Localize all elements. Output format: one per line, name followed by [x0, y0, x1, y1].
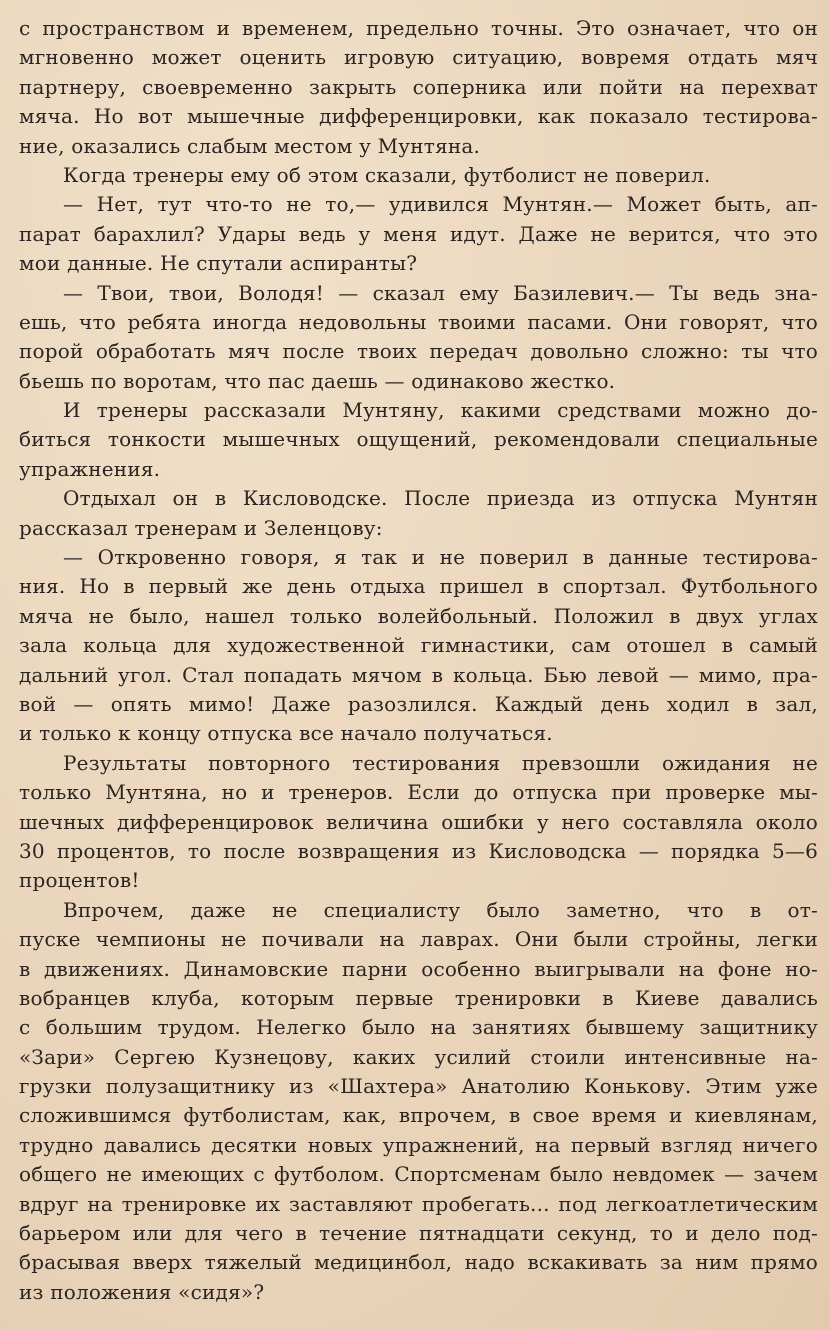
text-line: Впрочем, даже не специалисту было заметно, что в от- — [63, 897, 818, 922]
text-line: сложившимся футболистам, как, впрочем, в свое время и киевлянам, — [19, 1103, 818, 1128]
text-line: партнеру, своевременно закрыть соперника или пойти на перехват — [19, 74, 818, 99]
text-line: мяча. Но вот мышечные дифференцировки, как показало тестирова- — [19, 104, 818, 129]
text-line: Когда тренеры ему об этом сказали, футболист не поверил. — [63, 162, 711, 187]
paragraph — [19, 14, 818, 161]
text-line: дальний угол. Стал попадать мячом в кольца. Бью левой — мимо, пра- — [19, 662, 818, 687]
dialogue-paragraph — [19, 279, 818, 397]
text-line: Результаты повторного тестирования превзошли ожидания не — [63, 750, 818, 775]
text-line: — Нет, тут что-то не то,— удивился Мунтян.— Может быть, ап- — [63, 192, 818, 217]
text-line: биться тонкости мышечных ощущений, рекомендовали специальные — [19, 427, 818, 452]
text-line: шечных дифференцировок величина ошибки у него составляла около — [19, 809, 818, 834]
paragraph — [19, 749, 818, 896]
paragraph — [19, 396, 818, 484]
text-line: порой обработать мяч после твоих передач довольно сложно: ты что — [19, 339, 818, 364]
text-line: из положения «сидя»? — [19, 1279, 265, 1304]
text-line: мои данные. Не спутали аспиранты? — [19, 251, 418, 276]
text-line: с большим трудом. Нелегко было на занятиях бывшему защитнику — [19, 1015, 818, 1040]
text-line: бьешь по воротам, что пас даешь — одинаково жестко. — [19, 368, 616, 393]
text-line: 30 процентов, то после возвращения из Кисловодска — порядка 5—6 — [19, 838, 818, 863]
text-line: ние, оказались слабым местом у Мунтяна. — [19, 133, 481, 158]
text-line: общего не имеющих с футболом. Спортсменам было невдомек — зачем — [19, 1162, 818, 1187]
text-line: вобранцев клуба, которым первые тренировки в Киеве давались — [19, 985, 818, 1010]
text-line: ешь, что ребята иногда недовольны твоими пасами. Они говорят, что — [19, 309, 818, 334]
text-line: рассказал тренерам и Зеленцову: — [19, 515, 383, 540]
text-line: И тренеры рассказали Мунтяну, какими средствами можно до- — [63, 398, 818, 423]
paragraph — [19, 484, 818, 543]
dialogue-paragraph — [19, 543, 818, 749]
text-line: — Твои, твои, Володя! — сказал ему Базилевич.— Ты ведь зна- — [63, 280, 818, 305]
text-line: в движениях. Динамовские парни особенно выигрывали на фоне но- — [19, 956, 818, 981]
text-line: с пространством и временем, предельно точны. Это означает, что он — [19, 16, 818, 40]
text-line: ния. Но в первый же день отдыха пришел в спортзал. Футбольного — [19, 574, 818, 599]
text-line: зала кольца для художественной гимнастики, сам отошел в самый — [19, 633, 818, 658]
text-line: — Откровенно говоря, я так и не поверил в данные тестирова- — [63, 545, 818, 570]
text-line: брасывая вверх тяжелый медицинбол, надо вскакивать за ним прямо — [19, 1250, 818, 1275]
text-line: «Зари» Сергею Кузнецову, каких усилий стоили интенсивные на- — [19, 1044, 818, 1069]
dialogue-paragraph — [19, 190, 818, 278]
text-line: вдруг на тренировке их заставляют пробегать... под легкоатлетическим — [19, 1191, 818, 1216]
text-line: Отдыхал он в Кисловодске. После приезда из отпуска Мунтян — [63, 486, 818, 511]
text-line: мяча не было, нашел только волейбольный. Положил в двух углах — [19, 603, 818, 628]
text-line: парат барахлил? Удары ведь у меня идут. Даже не верится, что это — [19, 221, 818, 246]
paragraph — [19, 896, 818, 1307]
text-line: трудно давались десятки новых упражнений, на первый взгляд ничего — [19, 1132, 818, 1157]
paragraph — [19, 161, 818, 190]
text-line: процентов! — [19, 868, 140, 893]
text-line: барьером или для чего в течение пятнадцати секунд, то и дело под- — [19, 1221, 818, 1246]
text-line: только Мунтяна, но и тренеров. Если до отпуска при проверке мы- — [19, 780, 818, 805]
text-line: мгновенно может оценить игровую ситуацию, вовремя отдать мяч — [19, 45, 818, 70]
text-line: пуске чемпионы не почивали на лаврах. Они были стройны, легки — [19, 927, 818, 952]
text-line: упражнения. — [19, 456, 161, 481]
text-line: и только к концу отпуска все начало получаться. — [19, 721, 553, 746]
text-line: вой — опять мимо! Даже разозлился. Каждый день ходил в зал, — [19, 691, 818, 716]
text-line: грузки полузащитнику из «Шахтера» Анатолию Конькову. Этим уже — [19, 1074, 818, 1099]
